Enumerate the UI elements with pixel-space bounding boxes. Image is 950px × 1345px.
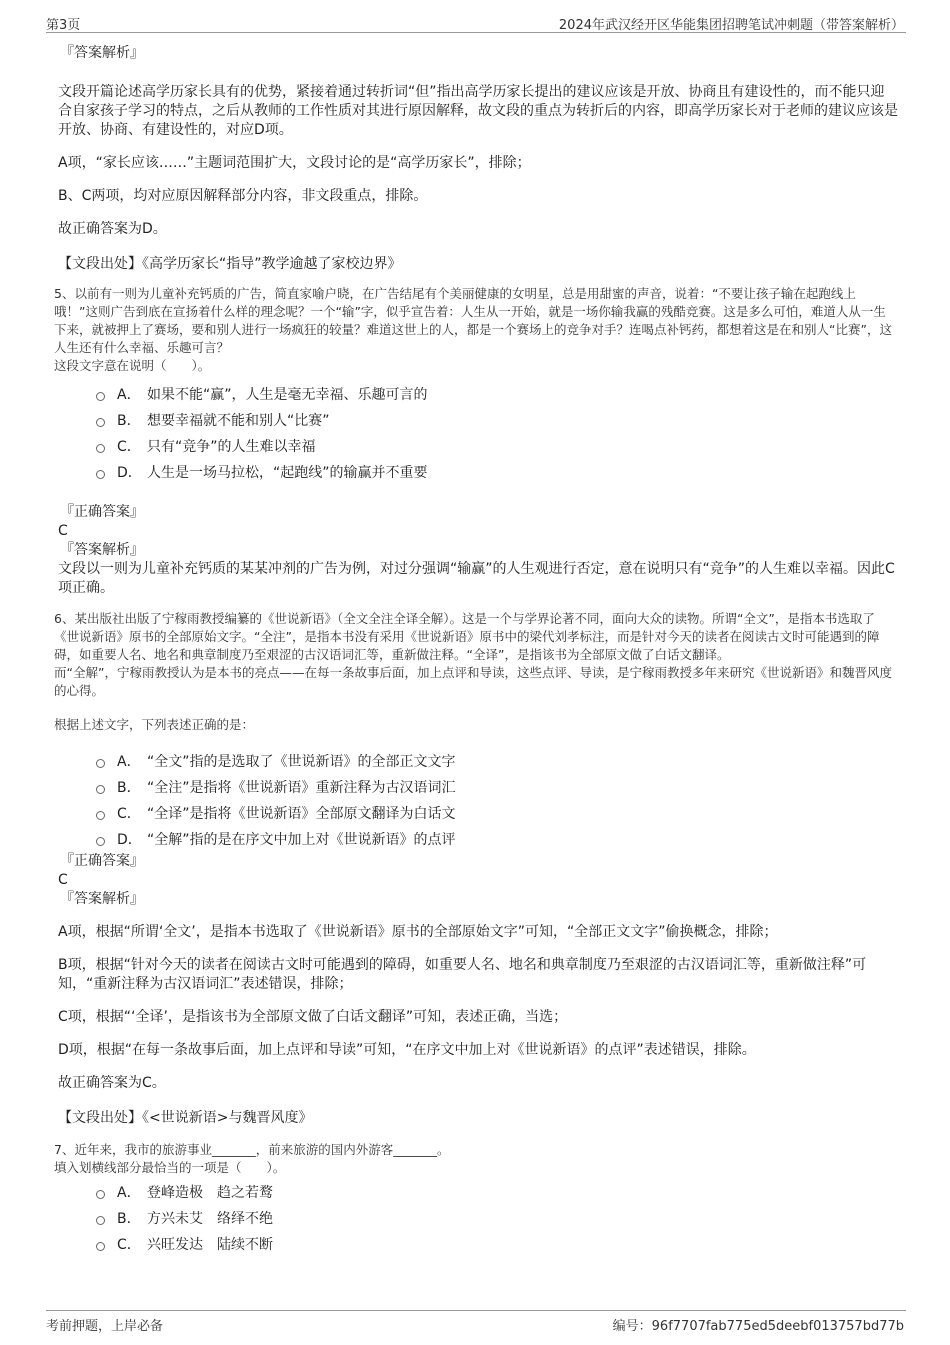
option-letter: B． bbox=[117, 780, 141, 796]
q7-question: 填入划横线部分最恰当的一项是（ ）。 bbox=[54, 1160, 286, 1175]
q6-option-d-analysis: D项，根据“在每一条故事后面，加上点评和导读”可知，“在序文中加上对《世说新语》的点评”表述错误，排除。 bbox=[58, 1042, 756, 1058]
q5-question: 这段文字意在说明（ ）。 bbox=[54, 358, 211, 373]
q5-analysis: 文段以一则为儿童补充钙质的某某冲剂的广告为例，对过分强调“输赢”的人生观进行否定，意在说明只有“竞争”的人生难以幸福。因此C项正确。 bbox=[58, 561, 895, 596]
q6-source: 【文段出处】《<世说新语>与魏晋风度》 bbox=[58, 1110, 313, 1126]
document-title: 2024年武汉经开区华能集团招聘笔试冲刺题（带答案解析） bbox=[558, 18, 904, 33]
radio-icon[interactable] bbox=[96, 785, 105, 794]
q4-option-bc-analysis: B、C两项，均对应原因解释部分内容，非文段重点，排除。 bbox=[58, 188, 428, 204]
footer-slogan: 考前押题，上岸必备 bbox=[46, 1319, 164, 1334]
document-code bbox=[613, 1315, 904, 1334]
option-text: “全注”是指将《世说新语》重新注释为古汉语词汇 bbox=[147, 780, 456, 796]
radio-icon[interactable] bbox=[96, 392, 105, 401]
option-letter: C． bbox=[117, 806, 141, 822]
option-letter: A． bbox=[117, 754, 141, 770]
q6-option-d[interactable] bbox=[96, 826, 898, 852]
radio-icon[interactable] bbox=[96, 1190, 105, 1199]
radio-icon[interactable] bbox=[96, 1216, 105, 1225]
option-letter: D． bbox=[117, 832, 142, 848]
code-label: 编号： bbox=[612, 1319, 652, 1334]
q6-option-a[interactable] bbox=[96, 748, 898, 774]
q5-option-b[interactable] bbox=[96, 407, 898, 433]
option-text: 兴旺发达 陆续不断 bbox=[147, 1237, 273, 1253]
q6-stem: 6、某出版社出版了宁稼雨教授编纂的《世说新语》（全文全注全译全解）。这是一个与学界论著不同，面向大众的读物。所谓“全文”，是指本书选取了《世说新语》原书的全部原始文字。“全注”，是指本书没有采用《世说新语》原书中的梁代刘孝标注，而是针对今天的读者在阅读古文时可能遇到的障碍，如重要人名、地名和典章制度乃至艰涩的古汉语词汇等，重新做注释。“全译”，是指该书为全部原文做了白话文翻译。 bbox=[54, 611, 880, 662]
q7-option-a[interactable] bbox=[96, 1179, 898, 1205]
q6-conclusion: 故正确答案为C。 bbox=[58, 1075, 166, 1091]
q5-option-d[interactable] bbox=[96, 459, 898, 485]
option-letter: C． bbox=[117, 439, 141, 455]
option-text: 想要幸福就不能和别人“比赛” bbox=[147, 413, 330, 429]
option-letter: B． bbox=[117, 413, 141, 429]
q5-answer-label: 『正确答案』 bbox=[60, 504, 144, 520]
option-text: “全解”指的是在序文中加上对《世说新语》的点评 bbox=[147, 832, 456, 848]
option-letter: A． bbox=[117, 387, 141, 403]
q6-option-c-analysis: C项，根据“‘全译’，是指该书为全部原文做了白话文翻译”可知，表述正确，当选； bbox=[58, 1009, 568, 1025]
page-content bbox=[54, 44, 898, 1257]
q5-stem: 5、以前有一则为儿童补充钙质的广告，简直家喻户晓，在广告结尾有个美丽健康的女明星，总是用甜蜜的声音，说着：“不要让孩子输在起跑线上哦！”这则广告到底在宣扬着什么样的理念呢？一个“输”字，似乎宣告着：人生从一开始，就是一场你输我赢的残酷竞赛。这是多么可怕，难道人从一生下来，就被押上了赛场，要和别人进行一场疯狂的较量？难道这世上的人，都是一个赛场上的竞争对手？连喝点补钙药，都想着这是在和别人“比赛”，这人生还有什么幸福、乐趣可言？ bbox=[54, 286, 892, 355]
q5-answer: C bbox=[58, 523, 68, 539]
q4-analysis-label: 『答案解析』 bbox=[60, 45, 144, 61]
radio-icon[interactable] bbox=[96, 444, 105, 453]
radio-icon[interactable] bbox=[96, 470, 105, 479]
option-letter: C． bbox=[117, 1237, 141, 1253]
q6-option-c[interactable] bbox=[96, 800, 898, 826]
q4-conclusion: 故正确答案为D。 bbox=[58, 221, 167, 237]
q6-stem-continued: 而“全解”，宁稼雨教授认为是本书的亮点——在每一条故事后面，加上点评和导读，这些点评、导读，是宁稼雨教授多年来研究《世说新语》和魏晋风度的心得。 bbox=[54, 665, 892, 698]
option-letter: B． bbox=[117, 1211, 141, 1227]
q5-options bbox=[96, 381, 898, 485]
q6-option-a-analysis: A项，根据“所谓‘全文’，是指本书选取了《世说新语》原书的全部原始文字”可知，“全部正文文字”偷换概念，排除； bbox=[58, 924, 778, 940]
radio-icon[interactable] bbox=[96, 837, 105, 846]
q7-options bbox=[96, 1179, 898, 1257]
option-text: “全文”指的是选取了《世说新语》的全部正文文字 bbox=[147, 754, 456, 770]
page-number: 第3页 bbox=[46, 18, 81, 33]
q4-option-a-analysis: A项，“家长应该……”主题词范围扩大，文段讨论的是“高学历家长”，排除； bbox=[58, 155, 531, 171]
option-text: 只有“竞争”的人生难以幸福 bbox=[147, 439, 316, 455]
radio-icon[interactable] bbox=[96, 759, 105, 768]
q6-answer: C bbox=[58, 872, 68, 888]
q5-analysis-label: 『答案解析』 bbox=[60, 542, 144, 558]
q7-option-c[interactable] bbox=[96, 1231, 898, 1257]
q5-option-c[interactable] bbox=[96, 433, 898, 459]
page-footer bbox=[46, 1310, 906, 1333]
q4-source: 【文段出处】《高学历家长“指导”教学逾越了家校边界》 bbox=[58, 256, 402, 272]
option-text: “全译”是指将《世说新语》全部原文翻译为白话文 bbox=[147, 806, 456, 822]
radio-icon[interactable] bbox=[96, 418, 105, 427]
option-text: 人生是一场马拉松，“起跑线”的输赢并不重要 bbox=[147, 465, 428, 481]
q6-option-b-analysis: B项，根据“针对今天的读者在阅读古文时可能遇到的障碍，如重要人名、地名和典章制度乃至艰涩的古汉语词汇等，重新做注释”可知，“重新注释为古汉语词汇”表述错误，排除； bbox=[58, 957, 867, 992]
option-letter: A． bbox=[117, 1185, 141, 1201]
option-text: 如果不能“赢”，人生是毫无幸福、乐趣可言的 bbox=[147, 387, 428, 403]
q4-analysis: 文段开篇论述高学历家长具有的优势，紧接着通过转折词“但”指出高学历家长提出的建议应该是开放、协商且有建设性的，而不能只迎合自家孩子学习的特点，之后从教师的工作性质对其进行原因解释，故文段的重点为转折后的内容，即高学历家长对于老师的建议应该是开放、协商、有建设性的，对应D项。 bbox=[58, 84, 898, 138]
radio-icon[interactable] bbox=[96, 1242, 105, 1251]
q7-option-b[interactable] bbox=[96, 1205, 898, 1231]
page-header bbox=[46, 12, 906, 33]
option-text: 登峰造极 趋之若鹜 bbox=[147, 1185, 273, 1201]
q6-options bbox=[96, 748, 898, 852]
q5-option-a[interactable] bbox=[96, 381, 898, 407]
q6-analysis-label: 『答案解析』 bbox=[60, 891, 144, 907]
q6-option-b[interactable] bbox=[96, 774, 898, 800]
q6-question: 根据上述文字，下列表述正确的是： bbox=[54, 717, 255, 732]
q7-stem: 7、近年来，我市的旅游事业_______，前来旅游的国内外游客_______。 bbox=[54, 1142, 450, 1157]
q6-answer-label: 『正确答案』 bbox=[60, 853, 144, 869]
radio-icon[interactable] bbox=[96, 811, 105, 820]
code-value: 96f7707fab775ed5deebf013757bd77b bbox=[651, 1319, 904, 1334]
option-text: 方兴未艾 络绎不绝 bbox=[147, 1211, 273, 1227]
option-letter: D． bbox=[117, 465, 142, 481]
